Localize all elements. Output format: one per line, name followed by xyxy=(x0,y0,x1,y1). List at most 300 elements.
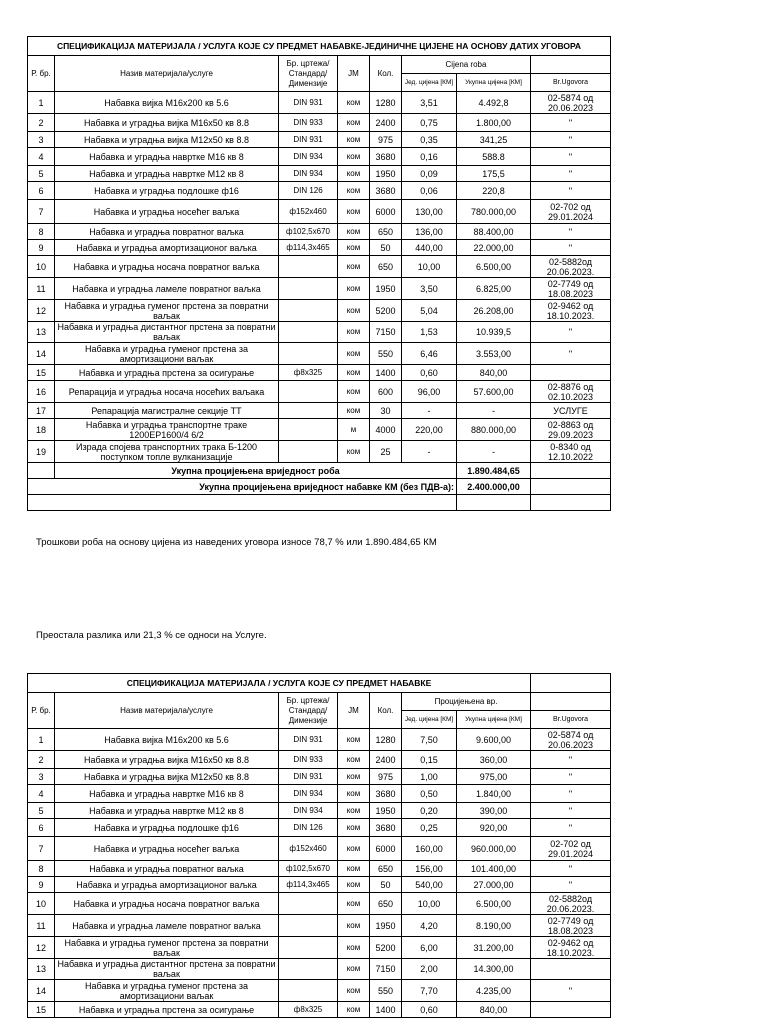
total-price-cell: 220,8 xyxy=(457,182,531,200)
total-price-cell: 780.000,00 xyxy=(457,200,531,224)
contract-cell: " xyxy=(531,182,611,200)
unit-price-cell: 130,00 xyxy=(402,200,457,224)
quantity-cell: 975 xyxy=(370,132,402,148)
total-price-cell: 588.8 xyxy=(457,148,531,166)
total-price-cell: 360,00 xyxy=(457,751,531,769)
unit-price-cell: 6,46 xyxy=(402,343,457,365)
unit-measure-cell: ком xyxy=(338,915,370,937)
table-row xyxy=(28,785,611,803)
header-std: Бр. цртежа/ Стандард/ Димензије xyxy=(279,693,338,729)
unit-measure-cell: ком xyxy=(338,729,370,751)
row-number-cell: 14 xyxy=(28,343,55,365)
standard-cell xyxy=(279,893,338,915)
table-row xyxy=(28,240,611,256)
quantity-cell: 650 xyxy=(370,861,402,877)
note-services: Преостала разлика или 21,3 % се односи на Услуге. xyxy=(36,630,267,641)
quantity-cell: 650 xyxy=(370,256,402,278)
table-row xyxy=(28,182,611,200)
unit-measure-cell: м xyxy=(338,419,370,441)
header-contract: Br.Ugovora xyxy=(531,74,611,92)
table-row xyxy=(28,751,611,769)
header-unit-price: Јед. цијена [КМ] xyxy=(402,711,457,729)
item-name-cell: Набавка и уградња дистантног прстена за повратни ваљак xyxy=(55,322,279,343)
item-name-cell: Репарација и уградња носача носећих ваљака xyxy=(55,381,279,403)
contract-cell: 02-8876 од 02.10.2023 xyxy=(531,381,611,403)
unit-measure-cell: ком xyxy=(338,861,370,877)
total-price-cell: 341,25 xyxy=(457,132,531,148)
item-name-cell: Набавка и уградња вијка М16х50 кв 8.8 xyxy=(55,751,279,769)
item-name-cell: Набавка и уградња амортизационог ваљка xyxy=(55,240,279,256)
unit-price-cell: 2,00 xyxy=(402,959,457,980)
quantity-cell: 3680 xyxy=(370,785,402,803)
quantity-cell: 5200 xyxy=(370,937,402,959)
contract-cell: " xyxy=(531,132,611,148)
row-number-cell: 8 xyxy=(28,861,55,877)
row-number-cell: 11 xyxy=(28,915,55,937)
unit-price-cell: 3,50 xyxy=(402,278,457,300)
unit-price-cell: 0,60 xyxy=(402,365,457,381)
table-row xyxy=(28,1002,611,1018)
unit-measure-cell: ком xyxy=(338,343,370,365)
header-jm: ЈМ xyxy=(338,56,370,92)
quantity-cell: 1280 xyxy=(370,729,402,751)
quantity-cell: 1400 xyxy=(370,365,402,381)
row-number-cell: 5 xyxy=(28,803,55,819)
total-price-cell: 88.400,00 xyxy=(457,224,531,240)
quantity-cell: 7150 xyxy=(370,959,402,980)
row-number-cell: 4 xyxy=(28,148,55,166)
row-number-cell: 14 xyxy=(28,980,55,1002)
contract-cell: 02-9462 од 18.10.2023. xyxy=(531,937,611,959)
unit-price-cell: 5,04 xyxy=(402,300,457,322)
item-name-cell: Набавка и уградња носећег ваљка xyxy=(55,837,279,861)
unit-measure-cell: ком xyxy=(338,803,370,819)
quantity-cell: 650 xyxy=(370,893,402,915)
total-price-cell: 840,00 xyxy=(457,365,531,381)
unit-measure-cell: ком xyxy=(338,893,370,915)
quantity-cell: 1950 xyxy=(370,803,402,819)
quantity-cell: 50 xyxy=(370,877,402,893)
item-name-cell: Набавка и уградња транспортне траке 1200ЕР1600/4 6/2 xyxy=(55,419,279,441)
total-price-cell: 14.300,00 xyxy=(457,959,531,980)
item-name-cell: Набавка и уградња амортизационог ваљка xyxy=(55,877,279,893)
quantity-cell: 50 xyxy=(370,240,402,256)
sum-total-label: Укупна процијењена вриједност набавке КМ (без ПДВ-а): xyxy=(28,479,457,495)
unit-price-cell: 540,00 xyxy=(402,877,457,893)
total-price-cell: 6.825,00 xyxy=(457,278,531,300)
row-number-cell: 15 xyxy=(28,365,55,381)
item-name-cell: Набавка и уградња подлошке ф16 xyxy=(55,182,279,200)
table-row xyxy=(28,729,611,751)
total-price-cell: 22.000,00 xyxy=(457,240,531,256)
quantity-cell: 550 xyxy=(370,343,402,365)
item-name-cell: Набавка вијка М16х200 кв 5.6 xyxy=(55,92,279,114)
quantity-cell: 1280 xyxy=(370,92,402,114)
total-price-cell: 9.600,00 xyxy=(457,729,531,751)
unit-measure-cell: ком xyxy=(338,148,370,166)
total-price-cell: - xyxy=(457,403,531,419)
standard-cell: ф102,5х670 xyxy=(279,224,338,240)
unit-price-cell: 0,16 xyxy=(402,148,457,166)
standard-cell xyxy=(279,381,338,403)
row-number-cell: 13 xyxy=(28,322,55,343)
contract-cell xyxy=(531,959,611,980)
table-row xyxy=(28,114,611,132)
table-row xyxy=(28,200,611,224)
contract-cell: 02-702 од 29.01.2024 xyxy=(531,837,611,861)
standard-cell: ф8х325 xyxy=(279,365,338,381)
contract-cell: " xyxy=(531,343,611,365)
quantity-cell: 550 xyxy=(370,980,402,1002)
unit-price-cell: 10,00 xyxy=(402,893,457,915)
unit-measure-cell: ком xyxy=(338,980,370,1002)
unit-measure-cell: ком xyxy=(338,182,370,200)
standard-cell: DIN 126 xyxy=(279,819,338,837)
unit-price-cell: - xyxy=(402,403,457,419)
standard-cell: DIN 931 xyxy=(279,132,338,148)
unit-measure-cell: ком xyxy=(338,785,370,803)
quantity-cell: 650 xyxy=(370,224,402,240)
item-name-cell: Набавка вијка М16х200 кв 5.6 xyxy=(55,729,279,751)
header-name: Назив материјала/услуге xyxy=(55,56,279,92)
contract-cell: 02-702 од 29.01.2024 xyxy=(531,200,611,224)
total-price-cell: 101.400,00 xyxy=(457,861,531,877)
item-name-cell: Набавка и уградња носећег ваљка xyxy=(55,200,279,224)
header-qty: Кол. xyxy=(370,693,402,729)
total-price-cell: 880.000,00 xyxy=(457,419,531,441)
unit-measure-cell: ком xyxy=(338,441,370,463)
contract-cell: 02-5874 од 20.06.2023 xyxy=(531,729,611,751)
item-name-cell: Набавка и уградња ламеле повратног ваљка xyxy=(55,915,279,937)
quantity-cell: 4000 xyxy=(370,419,402,441)
unit-measure-cell: ком xyxy=(338,959,370,980)
quantity-cell: 5200 xyxy=(370,300,402,322)
contract-cell xyxy=(531,1002,611,1018)
unit-price-cell: 3,51 xyxy=(402,92,457,114)
contract-cell: " xyxy=(531,148,611,166)
table-row xyxy=(28,419,611,441)
item-name-cell: Набавка и уградња дистантног прстена за повратни ваљак xyxy=(55,959,279,980)
unit-price-cell: 1,53 xyxy=(402,322,457,343)
table-row xyxy=(28,166,611,182)
unit-measure-cell: ком xyxy=(338,322,370,343)
row-number-cell: 5 xyxy=(28,166,55,182)
item-name-cell: Набавка и уградња подлошке ф16 xyxy=(55,819,279,837)
item-name-cell: Набавка и уградња носача повратног ваљка xyxy=(55,893,279,915)
unit-measure-cell: ком xyxy=(338,256,370,278)
table-title: СПЕЦИФИКАЦИЈА МАТЕРИЈАЛА / УСЛУГА КОЈЕ СУ ПРЕДМЕТ НАБАВКЕ-ЈЕДИНИЧНЕ ЦИЈЕНЕ НА ОСНОВУ ДАТИХ УГОВОРА xyxy=(28,37,611,56)
header-name: Назив материјала/услуге xyxy=(55,693,279,729)
unit-price-cell: 0,50 xyxy=(402,785,457,803)
item-name-cell: Набавка и уградња наврткe M12 кв 8 xyxy=(55,166,279,182)
note-goods-cost: Трошкови роба на основу цијена из наведених уговора износе 78,7 % или 1.890.484,65 КМ xyxy=(36,537,437,548)
row-number-cell: 2 xyxy=(28,114,55,132)
unit-price-cell: - xyxy=(402,441,457,463)
standard-cell xyxy=(279,980,338,1002)
unit-price-cell: 220,00 xyxy=(402,419,457,441)
table-row xyxy=(28,861,611,877)
table-row xyxy=(28,256,611,278)
total-price-cell: 26.208,00 xyxy=(457,300,531,322)
table-row xyxy=(28,92,611,114)
standard-cell: DIN 931 xyxy=(279,92,338,114)
table-row xyxy=(28,403,611,419)
quantity-cell: 25 xyxy=(370,441,402,463)
unit-price-cell: 136,00 xyxy=(402,224,457,240)
contract-cell: " xyxy=(531,114,611,132)
table-row xyxy=(28,803,611,819)
row-number-cell: 18 xyxy=(28,419,55,441)
table-row xyxy=(28,381,611,403)
header-std: Бр. цртежа/ Стандард/ Димензије xyxy=(279,56,338,92)
unit-price-cell: 440,00 xyxy=(402,240,457,256)
row-number-cell: 13 xyxy=(28,959,55,980)
table-row xyxy=(28,877,611,893)
unit-measure-cell: ком xyxy=(338,1002,370,1018)
total-price-cell: 390,00 xyxy=(457,803,531,819)
standard-cell: DIN 931 xyxy=(279,729,338,751)
unit-price-cell: 0,35 xyxy=(402,132,457,148)
table-row xyxy=(28,300,611,322)
table-row xyxy=(28,343,611,365)
contract-cell: 0-8340 од 12.10.2022 xyxy=(531,441,611,463)
total-price-cell: 6.500,00 xyxy=(457,256,531,278)
contract-cell: " xyxy=(531,240,611,256)
contract-cell: " xyxy=(531,322,611,343)
quantity-cell: 2400 xyxy=(370,114,402,132)
item-name-cell: Набавка и уградња наврткe M16 кв 8 xyxy=(55,785,279,803)
item-name-cell: Набавка и уградња ламеле повратног ваљка xyxy=(55,278,279,300)
unit-price-cell: 0,75 xyxy=(402,114,457,132)
unit-measure-cell: ком xyxy=(338,278,370,300)
contract-cell: " xyxy=(531,877,611,893)
item-name-cell: Набавка и уградња гуменог прстена за повратни ваљак xyxy=(55,300,279,322)
standard-cell xyxy=(279,937,338,959)
quantity-cell: 30 xyxy=(370,403,402,419)
unit-price-cell: 0,60 xyxy=(402,1002,457,1018)
row-number-cell: 1 xyxy=(28,729,55,751)
unit-price-cell: 4,20 xyxy=(402,915,457,937)
unit-price-cell: 156,00 xyxy=(402,861,457,877)
table-row xyxy=(28,959,611,980)
contract-cell: " xyxy=(531,751,611,769)
quantity-cell: 1400 xyxy=(370,1002,402,1018)
standard-cell xyxy=(279,441,338,463)
table-row xyxy=(28,322,611,343)
total-price-cell: 1.800,00 xyxy=(457,114,531,132)
unit-price-cell: 1,00 xyxy=(402,769,457,785)
table-row xyxy=(28,819,611,837)
header-price-group: Cijena roba xyxy=(402,56,531,74)
item-name-cell: Набавка и уградња повратног ваљка xyxy=(55,861,279,877)
table-row xyxy=(28,837,611,861)
row-number-cell: 10 xyxy=(28,893,55,915)
table-row xyxy=(28,132,611,148)
unit-measure-cell: ком xyxy=(338,92,370,114)
unit-price-cell: 0,09 xyxy=(402,166,457,182)
quantity-cell: 3680 xyxy=(370,148,402,166)
contract-cell: " xyxy=(531,785,611,803)
standard-cell: DIN 934 xyxy=(279,148,338,166)
table-row xyxy=(28,148,611,166)
standard-cell: ф152х460 xyxy=(279,200,338,224)
contract-cell: " xyxy=(531,166,611,182)
row-number-cell: 19 xyxy=(28,441,55,463)
total-price-cell: 4.492,8 xyxy=(457,92,531,114)
standard-cell xyxy=(279,959,338,980)
standard-cell xyxy=(279,256,338,278)
row-number-cell: 16 xyxy=(28,381,55,403)
unit-price-cell: 0,06 xyxy=(402,182,457,200)
total-price-cell: 8.190,00 xyxy=(457,915,531,937)
unit-measure-cell: ком xyxy=(338,114,370,132)
spec-table-2 xyxy=(27,673,611,1018)
row-number-cell: 4 xyxy=(28,785,55,803)
standard-cell: ф114,3х465 xyxy=(279,240,338,256)
unit-measure-cell: ком xyxy=(338,224,370,240)
row-number-cell: 17 xyxy=(28,403,55,419)
contract-cell: " xyxy=(531,861,611,877)
contract-cell: 02-5882од 20.06.2023. xyxy=(531,256,611,278)
quantity-cell: 600 xyxy=(370,381,402,403)
unit-measure-cell: ком xyxy=(338,769,370,785)
sum-goods-value: 1.890.484,65 xyxy=(457,463,531,479)
row-number-cell: 8 xyxy=(28,224,55,240)
row-number-cell: 7 xyxy=(28,837,55,861)
total-price-cell: 27.000,00 xyxy=(457,877,531,893)
header-blank xyxy=(531,693,611,711)
standard-cell: ф102,5х670 xyxy=(279,861,338,877)
contract-cell: 02-8863 од 29.09.2023 xyxy=(531,419,611,441)
standard-cell xyxy=(279,403,338,419)
row-number-cell: 7 xyxy=(28,200,55,224)
item-name-cell: Репарација магистралне секције ТТ xyxy=(55,403,279,419)
row-number-cell: 2 xyxy=(28,751,55,769)
quantity-cell: 1950 xyxy=(370,278,402,300)
total-price-cell: 10.939,5 xyxy=(457,322,531,343)
header-price-group: Процијењена вр. xyxy=(402,693,531,711)
item-name-cell: Набавка и уградња прстена за осигурање xyxy=(55,365,279,381)
item-name-cell: Набавка и уградња вијка М16х50 кв 8.8 xyxy=(55,114,279,132)
standard-cell xyxy=(279,419,338,441)
table-row xyxy=(28,224,611,240)
total-price-cell: 31.200,00 xyxy=(457,937,531,959)
header-total-price: Укупна цијена [КМ] xyxy=(457,74,531,92)
item-name-cell: Набавка и уградња наврткe M16 кв 8 xyxy=(55,148,279,166)
total-price-cell: 175,5 xyxy=(457,166,531,182)
table-row xyxy=(28,937,611,959)
sum-goods-label: Укупна процијењена вриједност роба xyxy=(55,463,457,479)
unit-price-cell: 6,00 xyxy=(402,937,457,959)
header-unit-price: Јед. цијена [КМ] xyxy=(402,74,457,92)
row-number-cell: 3 xyxy=(28,769,55,785)
standard-cell: DIN 934 xyxy=(279,803,338,819)
quantity-cell: 3680 xyxy=(370,182,402,200)
total-price-cell: 3.553,00 xyxy=(457,343,531,365)
contract-cell: 02-5882од 20.06.2023. xyxy=(531,893,611,915)
row-number-cell: 15 xyxy=(28,1002,55,1018)
header-no: Р. бр. xyxy=(28,56,55,92)
standard-cell: DIN 931 xyxy=(279,769,338,785)
unit-measure-cell: ком xyxy=(338,877,370,893)
quantity-cell: 975 xyxy=(370,769,402,785)
unit-measure-cell: ком xyxy=(338,132,370,148)
unit-price-cell: 7,70 xyxy=(402,980,457,1002)
contract-cell: УСЛУГЕ xyxy=(531,403,611,419)
contract-cell: " xyxy=(531,819,611,837)
row-number-cell: 9 xyxy=(28,877,55,893)
header-blank xyxy=(531,56,611,74)
total-price-cell: 960.000,00 xyxy=(457,837,531,861)
contract-cell: 02-7749 од 18.08.2023 xyxy=(531,278,611,300)
quantity-cell: 6000 xyxy=(370,200,402,224)
quantity-cell: 7150 xyxy=(370,322,402,343)
table-title: СПЕЦИФИКАЦИЈА МАТЕРИЈАЛА / УСЛУГА КОЈЕ СУ ПРЕДМЕТ НАБАВКЕ xyxy=(28,674,531,693)
standard-cell: ф114,3х465 xyxy=(279,877,338,893)
unit-measure-cell: ком xyxy=(338,751,370,769)
quantity-cell: 6000 xyxy=(370,837,402,861)
row-number-cell: 10 xyxy=(28,256,55,278)
row-number-cell: 1 xyxy=(28,92,55,114)
unit-measure-cell: ком xyxy=(338,937,370,959)
standard-cell: DIN 933 xyxy=(279,114,338,132)
item-name-cell: Набавка и уградња вијка М12х50 кв 8.8 xyxy=(55,132,279,148)
total-price-cell: 975,00 xyxy=(457,769,531,785)
header-total-price: Укупна цијена [КМ] xyxy=(457,711,531,729)
unit-price-cell: 0,20 xyxy=(402,803,457,819)
contract-cell xyxy=(531,365,611,381)
unit-measure-cell: ком xyxy=(338,300,370,322)
unit-measure-cell: ком xyxy=(338,365,370,381)
item-name-cell: Набавка и уградња наврткe M12 кв 8 xyxy=(55,803,279,819)
contract-cell: 02-5874 од 20.06.2023 xyxy=(531,92,611,114)
item-name-cell: Набавка и уградња прстена за осигурање xyxy=(55,1002,279,1018)
table-row xyxy=(28,893,611,915)
standard-cell xyxy=(279,278,338,300)
unit-measure-cell: ком xyxy=(338,403,370,419)
unit-measure-cell: ком xyxy=(338,240,370,256)
unit-price-cell: 7,50 xyxy=(402,729,457,751)
row-number-cell: 12 xyxy=(28,937,55,959)
unit-price-cell: 96,00 xyxy=(402,381,457,403)
standard-cell xyxy=(279,343,338,365)
standard-cell: DIN 934 xyxy=(279,166,338,182)
standard-cell xyxy=(279,300,338,322)
item-name-cell: Израда спојева транспортних трака Б-1200 поступком топле вулканизације xyxy=(55,441,279,463)
total-price-cell: 920,00 xyxy=(457,819,531,837)
quantity-cell: 1950 xyxy=(370,166,402,182)
row-number-cell: 6 xyxy=(28,182,55,200)
standard-cell xyxy=(279,322,338,343)
table-row xyxy=(28,365,611,381)
item-name-cell: Набавка и уградња носача повратног ваљка xyxy=(55,256,279,278)
row-number-cell: 11 xyxy=(28,278,55,300)
contract-cell: 02-9462 од 18.10.2023. xyxy=(531,300,611,322)
table-row xyxy=(28,441,611,463)
header-jm: ЈМ xyxy=(338,693,370,729)
item-name-cell: Набавка и уградња гуменог прстена за амортизациони ваљак xyxy=(55,343,279,365)
quantity-cell: 1950 xyxy=(370,915,402,937)
header-no: Р. бр. xyxy=(28,693,55,729)
total-price-cell: 840,00 xyxy=(457,1002,531,1018)
standard-cell: DIN 126 xyxy=(279,182,338,200)
table-row xyxy=(28,915,611,937)
total-price-cell: 1.840,00 xyxy=(457,785,531,803)
standard-cell: DIN 934 xyxy=(279,785,338,803)
contract-cell: " xyxy=(531,769,611,785)
row-number-cell: 9 xyxy=(28,240,55,256)
standard-cell: DIN 933 xyxy=(279,751,338,769)
